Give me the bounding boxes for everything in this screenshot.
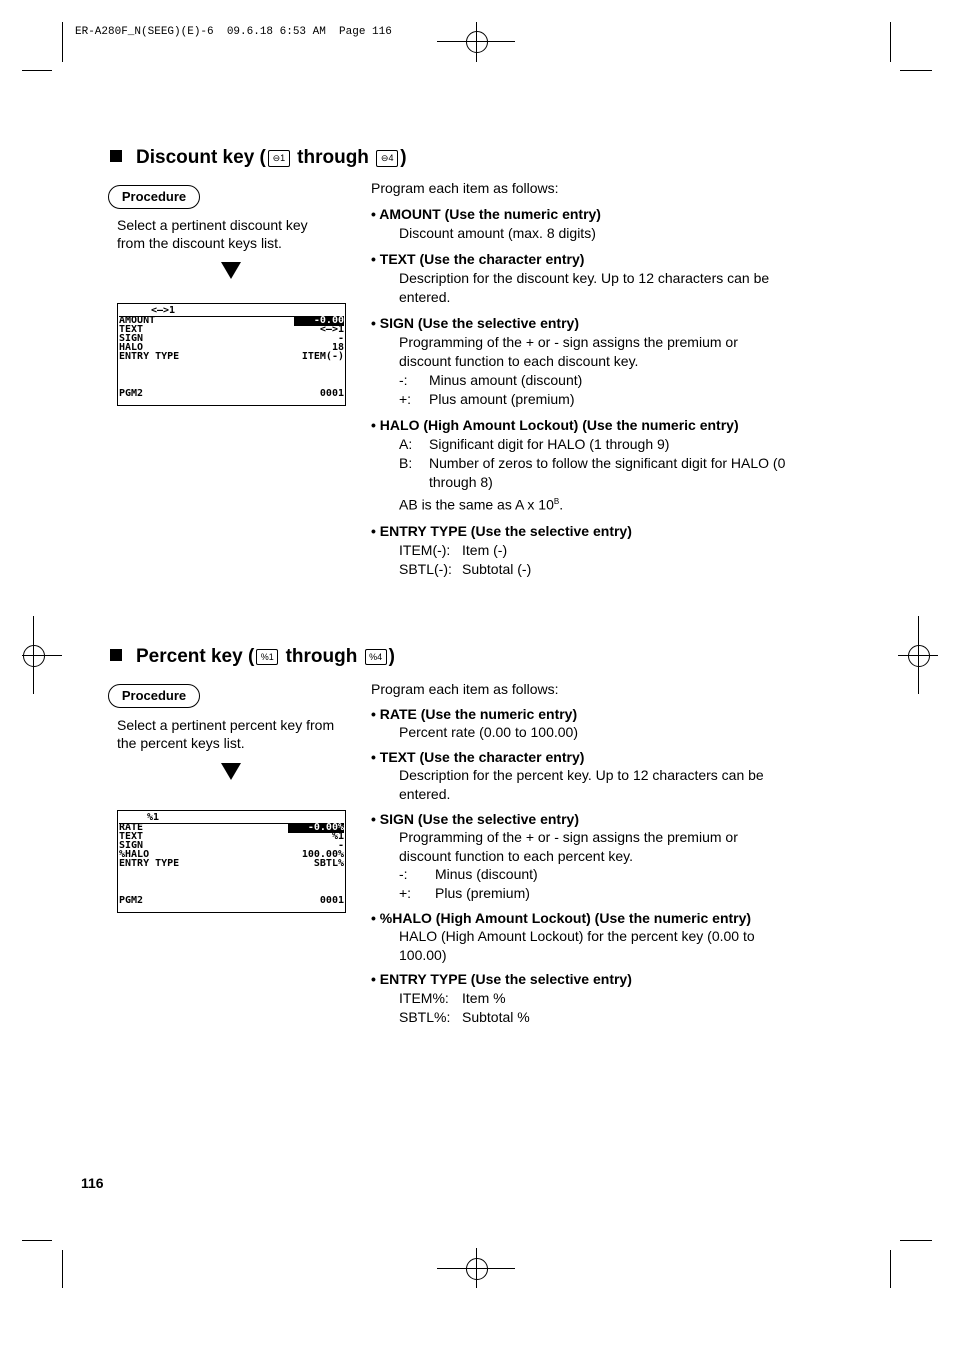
registration-mark [466,1258,488,1280]
registration-mark [466,31,488,53]
discount-key-4-icon: ⊖4 [376,150,398,167]
discount-item-list: Program each item as follows: • AMOUNT (Use the numeric entry) Discount amount (max. 8 digits) • TEXT (Use the character entry) Description for the discount key. Up to 12 characters can be entered. • SIGN (Use the selective entry) Programming of the + or - sign assigns the premium or discount function to each discount key. -: Minus amount (discount) +: Plus amount (premium) • HALO (High Amount Lockout) (Use the numeric entry) A: Significant digit for HALO (1 through 9) B: Number of zeros to follow the significant digit for HALO (0 through 8) AB is the same as A x $10^B$. • ENTRY TYPE (Use the selective entry) ITEM(-): Item (-) SBTL(-): Subtotal (-) [371,180,786,577]
discount-lcd-display: <—>1 AMOUNT -0.00 TEXT <—>1 SIGN - HALO 18 ENTRY TYPE ITEM(-) PGM2 0001 [117,303,346,406]
square-bullet-icon [110,649,122,661]
percent-item-list: Program each item as follows: • RATE (Use the numeric entry) Percent rate (0.00 to 100.00) • TEXT (Use the character entry) Description for the percent key. Up to 12 characters can be entered. • SIGN (Use the selective entry) Programming of the + or - sign assigns the premium or discount function to each percent key. -: Minus (discount) +: Plus (premium) • %HALO (High Amount Lockout) (Use the numeric entry) HALO (High Amount Lockout) for the percent key (0.00 to 100.00) • ENTRY TYPE (Use the selective entry) ITEM%: Item % SBTL%: Subtotal % [371,681,764,1025]
crop-mark [900,70,932,71]
procedure-badge: Procedure [108,185,200,209]
crop-mark [22,1240,52,1241]
crop-mark [62,22,63,62]
percent-key-1-icon: %1 [256,649,278,665]
percent-lcd-display: %1 RATE -0.00% TEXT %1 SIGN - %HALO 100.00% ENTRY TYPE SBTL% PGM2 0001 [117,810,346,913]
registration-mark [908,645,930,667]
arrow-down-icon [221,262,241,279]
discount-instruction: Select a pertinent discount key from the discount keys list. [117,217,308,251]
crop-mark [900,1240,932,1241]
percent-key-4-icon: %4 [365,649,387,665]
print-header: ER-A280F_N(SEEG)(E)-6 09.6.18 6:53 AM Page 116 [75,26,392,38]
crop-mark [890,1250,891,1288]
percent-instruction: Select a pertinent percent key from the percent keys list. [117,717,335,751]
crop-mark [62,1250,63,1288]
square-bullet-icon [110,150,122,162]
discount-key-1-icon: ⊖1 [268,150,290,167]
crop-mark [890,22,891,62]
registration-mark [23,645,45,667]
arrow-down-icon [221,763,241,780]
page-number: 116 [81,1175,104,1191]
lcd-cursor-value: -0.00% [288,823,344,833]
crop-mark [22,70,52,71]
percent-section-title: Percent key ( %1 through %4 ) [110,646,395,668]
lcd-cursor-value: -0.00 [294,316,344,326]
procedure-badge: Procedure [108,684,200,708]
discount-section-title: Discount key ( ⊖1 through ⊖4 ) [110,147,407,169]
